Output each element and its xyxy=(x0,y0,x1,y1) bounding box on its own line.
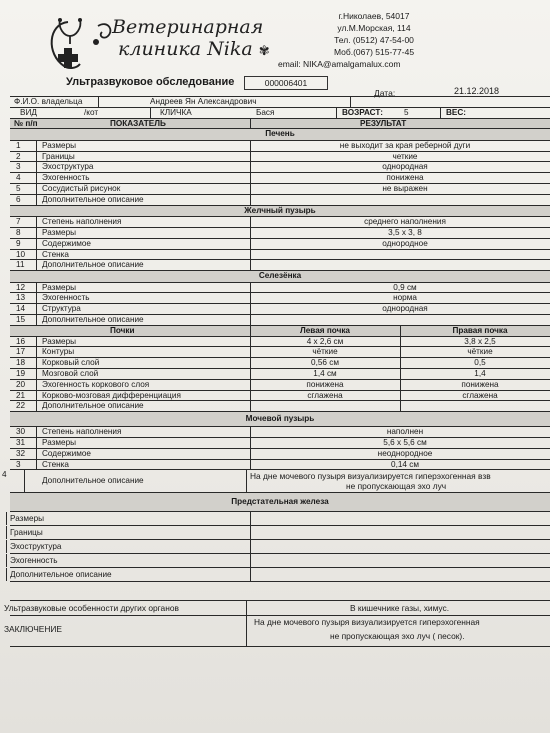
results-table xyxy=(2,96,550,647)
column-header-row xyxy=(10,119,550,130)
row-name: Корковый слой xyxy=(42,358,100,368)
row-name: Степень наполнения xyxy=(42,217,122,227)
row-result-line2: не пропускающая эхо луч xyxy=(346,481,447,492)
table-row xyxy=(10,438,550,449)
document-number: 000006401 xyxy=(244,76,328,90)
row-name: Размеры xyxy=(42,282,77,292)
table-row xyxy=(10,239,550,250)
row-result: 0,14 см xyxy=(391,459,419,469)
row-name: Эхогенность xyxy=(10,556,58,566)
weight-label: ВЕС: xyxy=(446,107,467,117)
row-name: Границы xyxy=(42,151,75,161)
row-name: Размеры xyxy=(42,438,77,448)
row-number: 18 xyxy=(16,358,26,368)
row-name: Корково-мозговая дифференциация xyxy=(42,390,181,400)
section-gallbladder xyxy=(10,206,550,218)
table-row xyxy=(10,152,550,163)
conclusion-row xyxy=(4,616,550,647)
row-name: Эхогенность xyxy=(42,173,90,183)
table-row xyxy=(10,540,550,554)
section-title: Предстательная железа xyxy=(231,497,329,507)
table-row xyxy=(10,512,550,526)
contact-street: ул.М.Морская, 114 xyxy=(337,23,411,33)
table-row xyxy=(10,526,550,540)
row-number: 3 xyxy=(16,459,21,469)
spleen-rows xyxy=(10,283,550,326)
row-number: 2 xyxy=(16,151,21,161)
section-title: Печень xyxy=(265,129,295,139)
row-name: Структура xyxy=(42,304,81,314)
species-label: ВИД xyxy=(20,107,37,117)
pet-name-label: КЛИЧКА xyxy=(160,107,192,117)
row-name: Содержимое xyxy=(42,238,91,248)
row-number: 10 xyxy=(16,249,26,259)
gallbladder-rows xyxy=(10,217,550,271)
section-title: Мочевой пузырь xyxy=(245,414,315,424)
other-organs-value: В кишечнике газы, химус. xyxy=(350,603,450,614)
table-row xyxy=(10,283,550,294)
row-name: Размеры xyxy=(42,227,77,237)
row-name: Эхоструктура xyxy=(10,542,62,552)
row-number: 7 xyxy=(16,217,21,227)
contact-mobile: Моб.(067) 515-77-45 xyxy=(333,47,415,57)
row-name: Границы xyxy=(10,528,43,538)
row-number: 12 xyxy=(16,282,26,292)
row-number: 21 xyxy=(16,390,26,400)
owner-row xyxy=(10,96,550,108)
clinic-logo xyxy=(38,14,118,74)
clinic-contacts xyxy=(278,10,454,70)
row-number: 9 xyxy=(16,238,21,248)
row-name: Стенка xyxy=(42,249,69,259)
row-name: Дополнительное описание xyxy=(42,194,144,204)
conclusion-label: ЗАКЛЮЧЕНИЕ xyxy=(4,624,63,635)
kidney-right-header: Правая почка xyxy=(452,325,508,335)
contact-email: email: NIKA@amalgamalux.com xyxy=(278,59,401,69)
row-number: 4 xyxy=(16,173,21,183)
table-row xyxy=(10,347,550,358)
owner-value: Андреев Ян Александрович xyxy=(150,97,257,106)
row-number: 17 xyxy=(16,347,26,357)
row-result: не выражен xyxy=(382,184,428,194)
row-number: 20 xyxy=(16,379,26,389)
table-row xyxy=(10,184,550,195)
row-number: 16 xyxy=(16,336,26,346)
row-name: Размеры xyxy=(42,140,77,150)
bladder-extra-row xyxy=(2,470,550,493)
row-number: 13 xyxy=(16,293,26,303)
section-bladder xyxy=(10,412,550,427)
other-organs-row xyxy=(4,600,550,616)
section-title: Желчный пузырь xyxy=(244,205,316,215)
row-name: Мозговой слой xyxy=(42,369,99,379)
row-right-result: 0,5 xyxy=(474,358,486,368)
section-kidneys xyxy=(10,326,550,337)
row-number: 19 xyxy=(16,369,26,379)
row-name: Дополнительное описание xyxy=(42,401,144,411)
row-name: Размеры xyxy=(42,336,77,346)
row-number: 15 xyxy=(16,315,26,325)
col-indicator: ПОКАЗАТЕЛЬ xyxy=(110,118,166,128)
row-result: неоднородное xyxy=(377,448,433,458)
row-number: 11 xyxy=(16,260,25,270)
conclusion-line2: не пропускающая эхо луч ( песок). xyxy=(330,631,465,642)
section-spleen xyxy=(10,271,550,283)
table-row xyxy=(10,304,550,315)
row-left-result: 0,56 см xyxy=(311,358,339,368)
col-num: № п/п xyxy=(14,118,38,128)
table-row xyxy=(10,260,550,271)
row-left-result: 4 х 2,6 см xyxy=(306,336,344,346)
row-result: однородная xyxy=(382,304,428,314)
table-row xyxy=(10,369,550,380)
row-result: среднего наполнения xyxy=(364,217,446,227)
row-number: 8 xyxy=(16,227,21,237)
table-row xyxy=(10,358,550,369)
liver-rows xyxy=(10,141,550,206)
row-number: 22 xyxy=(16,401,26,411)
row-result: четкие xyxy=(392,151,418,161)
date-label: Дата: xyxy=(374,88,396,98)
table-row xyxy=(10,293,550,304)
row-number: 32 xyxy=(16,448,26,458)
row-name: Дополнительное описание xyxy=(10,570,112,580)
contact-city: г.Николаев, 54017 xyxy=(338,11,410,21)
row-right-result: чёткие xyxy=(467,347,493,357)
row-number: 14 xyxy=(16,304,26,314)
table-row xyxy=(10,228,550,239)
row-number: 30 xyxy=(16,427,26,437)
animal-row xyxy=(10,108,550,119)
date-value: 21.12.2018 xyxy=(454,86,500,96)
row-name: Эхоструктура xyxy=(42,162,94,172)
row-name: Дополнительное описание xyxy=(42,476,144,486)
row-name: Эхогенность коркового слоя xyxy=(42,379,150,389)
row-name: Дополнительное описание xyxy=(42,260,144,270)
age-value: 5 xyxy=(404,107,409,117)
row-name: Эхогенность xyxy=(42,293,90,303)
clinic-name-line1: Ветеринарная xyxy=(112,16,264,38)
spacer xyxy=(10,582,550,600)
row-result: однородная xyxy=(382,162,428,172)
section-title: Селезёнка xyxy=(258,271,302,281)
contact-phone: Тел. (0512) 47-54-00 xyxy=(334,35,414,45)
row-number: 4 xyxy=(2,470,7,480)
section-title: Почки xyxy=(110,325,135,335)
table-row xyxy=(10,250,550,261)
other-organs-label: Ультразвуковые особенности других органов xyxy=(4,603,179,614)
row-left-result: сглажена xyxy=(307,390,343,400)
species-value: /кот xyxy=(84,107,99,117)
row-result-line1: На дне мочевого пузыря визуализируется гиперэхогенная взв xyxy=(250,471,491,482)
row-number: 1 xyxy=(16,140,21,150)
row-left-result: понижена xyxy=(306,379,344,389)
table-row xyxy=(10,568,550,582)
row-right-result: 1,4 xyxy=(474,369,486,379)
section-liver xyxy=(10,129,550,141)
table-row xyxy=(10,460,550,471)
row-result: понижена xyxy=(386,173,424,183)
bladder-rows xyxy=(10,427,550,470)
row-result: наполнен xyxy=(386,427,424,437)
row-name: Степень наполнения xyxy=(42,427,122,437)
row-result: 5,6 х 5,6 см xyxy=(383,438,427,448)
row-name: Контуры xyxy=(42,347,75,357)
row-right-result: сглажена xyxy=(462,390,498,400)
table-row xyxy=(10,195,550,206)
kidney-left-header: Левая почка xyxy=(300,325,350,335)
row-number: 31 xyxy=(16,438,26,448)
clinic-name-line2-text: клиника Nika xyxy=(118,38,253,60)
prostate-rows xyxy=(10,512,550,582)
row-left-result: чёткие xyxy=(312,347,338,357)
row-name: Содержимое xyxy=(42,448,91,458)
age-label: ВОЗРАСТ: xyxy=(342,107,383,117)
table-row xyxy=(10,315,550,326)
table-row xyxy=(10,162,550,173)
row-result: не выходит за края реберной дуги xyxy=(339,140,471,150)
clinic-name xyxy=(112,16,270,63)
row-number: 6 xyxy=(16,194,21,204)
table-row xyxy=(10,427,550,438)
row-name: Размеры xyxy=(10,514,45,524)
conclusion-line1: На дне мочевого пузыря визуализируется гиперэхогенная xyxy=(254,617,480,628)
table-row xyxy=(10,173,550,184)
row-result: норма xyxy=(393,293,417,303)
row-name: Дополнительное описание xyxy=(42,315,144,325)
kidney-rows xyxy=(10,337,550,413)
row-result: однородное xyxy=(382,238,428,248)
table-row xyxy=(10,554,550,568)
row-number: 3 xyxy=(16,162,21,172)
table-row xyxy=(10,141,550,152)
row-right-result: понижена xyxy=(461,379,499,389)
row-name: Стенка xyxy=(42,459,69,469)
table-row xyxy=(10,449,550,460)
clinic-name-line2 xyxy=(118,38,270,63)
row-right-result: 3,8 х 2,5 xyxy=(464,336,496,346)
row-number: 5 xyxy=(16,184,21,194)
row-left-result: 1,4 см xyxy=(313,369,337,379)
table-row xyxy=(10,217,550,228)
section-prostate xyxy=(10,493,550,512)
table-row xyxy=(10,401,550,412)
table-row xyxy=(10,391,550,402)
document-title: Ультразвуковое обследование xyxy=(66,76,235,88)
table-row xyxy=(10,380,550,391)
row-result: 0,9 см xyxy=(393,282,417,292)
table-row xyxy=(10,337,550,348)
pet-name-value: Бася xyxy=(256,107,275,117)
col-result: РЕЗУЛЬТАТ xyxy=(360,118,407,128)
paw-icon: ✾ xyxy=(258,44,270,59)
owner-label: Ф.И.О. владельца xyxy=(14,97,83,106)
row-name: Сосудистый рисунок xyxy=(42,184,121,194)
row-result: 3,5 х 3, 8 xyxy=(388,227,422,237)
